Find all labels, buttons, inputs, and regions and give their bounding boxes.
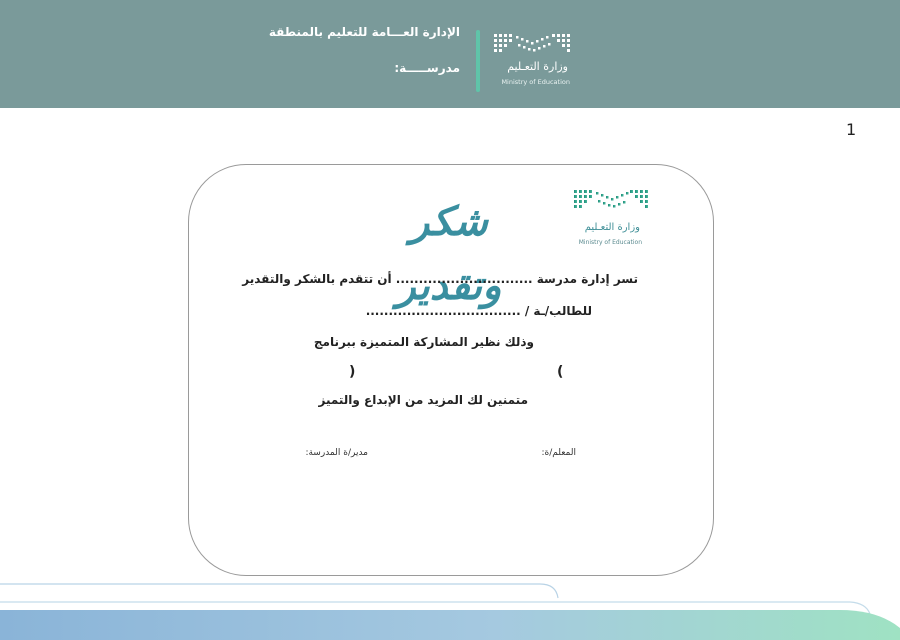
certificate-line-program: وذلك نظير المشاركة المتميزة ببرنامج: [313, 335, 534, 349]
ministry-name-arabic: وزارة التعـليم: [584, 222, 640, 233]
certificate-line-school: تسر إدارة مدرسة .............................. أن تتقدم بالشكر والتقدير: [242, 272, 638, 286]
ministry-name-english: Ministry of Education: [501, 78, 570, 86]
teacher-signature-label: المعلم/ة:: [541, 448, 576, 458]
header-divider: [476, 30, 480, 92]
ministry-name-arabic: وزارة التعـليم: [507, 60, 568, 73]
ministry-of-education-logo-icon: [492, 32, 574, 62]
footer-decoration: [0, 576, 900, 640]
thanks-calligraphy-title: شكر وتقدير: [396, 198, 502, 309]
certificate-ministry-logo: [572, 188, 652, 250]
header-titles: [250, 22, 460, 78]
page-header: [0, 0, 900, 108]
ministry-name-english: Ministry of Education: [578, 239, 642, 246]
certificate-line-wishes: متمنين لك المزيد من الإبداع والتميز: [318, 393, 528, 407]
program-name-close-paren: ): [349, 364, 356, 380]
school-name-field: مدرســـــة:: [394, 61, 460, 75]
page-number: 1: [846, 120, 857, 139]
program-name-open-paren: (: [557, 364, 564, 380]
general-directorate-title: الإدارة العـــامة للتعليم بالمنطقة: [268, 25, 460, 39]
certificate-line-student: للطالب/ـة / ..................................: [365, 304, 592, 318]
principal-signature-label: مدير/ة المدرسة:: [305, 448, 368, 458]
ministry-of-education-logo: [492, 32, 574, 90]
ministry-of-education-logo-icon: [572, 188, 652, 220]
